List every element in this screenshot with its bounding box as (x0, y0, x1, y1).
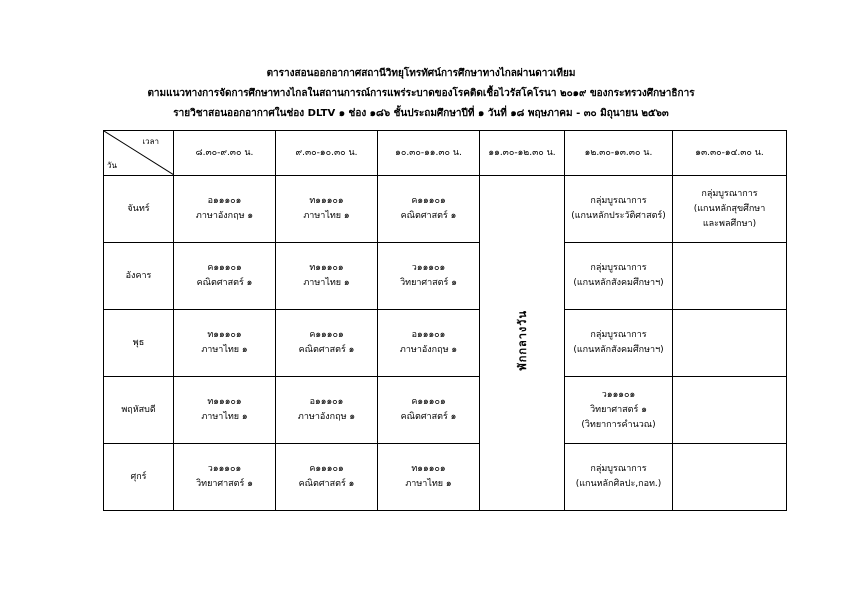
time-header-6: ๑๓.๓๐-๑๔.๓๐ น. (673, 131, 787, 176)
empty-slot-cell (673, 377, 787, 444)
slot-cell (565, 310, 673, 377)
subject-name: คณิตศาสตร์ ๑ (298, 345, 355, 355)
slot-cell (378, 243, 480, 310)
subject-name: ภาษาอังกฤษ ๑ (195, 211, 254, 221)
integrated-line-3: (วิทยาการคำนวณ) (581, 419, 656, 430)
subject-name: คณิตศาสตร์ ๑ (298, 479, 355, 489)
subject-name: ภาษาไทย ๑ (201, 345, 248, 355)
time-header-5: ๑๒.๓๐-๑๓.๓๐ น. (565, 131, 673, 176)
slot-cell (673, 176, 787, 243)
integrated-line-1: กลุ่มบูรณาการ (590, 263, 647, 273)
integrated-line-2: วิทยาศาสตร์ ๑ (590, 404, 647, 415)
subject-code: ว๑๑๑๐๑ (411, 263, 446, 273)
subject-code: ค๑๑๑๐๑ (207, 263, 242, 273)
slot-cell (276, 444, 378, 511)
subject-code: ค๑๑๑๐๑ (411, 196, 446, 206)
day-cell: จันทร์ (104, 176, 174, 243)
integrated-line-2: (แกนหลักประวัติศาสตร์) (571, 211, 666, 221)
subject-code: ท๑๑๑๐๑ (207, 397, 242, 407)
subject-code: ค๑๑๑๐๑ (309, 464, 344, 474)
integrated-line-2: (แกนหลักสังคมศึกษาฯ) (573, 278, 664, 288)
integrated-line-2: (แกนหลักสังคมศึกษาฯ) (573, 345, 664, 355)
time-header-4: ๑๑.๓๐-๑๒.๓๐ น. (480, 131, 565, 176)
slot-cell (276, 310, 378, 377)
subject-name: ภาษาอังกฤษ ๑ (399, 345, 458, 355)
subject-code: ท๑๑๑๐๑ (309, 196, 344, 206)
subject-code: ค๑๑๑๐๑ (411, 397, 446, 407)
table-row (104, 310, 787, 377)
corner-time-label: เวลา (142, 137, 159, 146)
subject-name: วิทยาศาสตร์ ๑ (400, 278, 457, 288)
integrated-line-1: ว๑๑๑๐๑ (601, 389, 636, 400)
integrated-line-1: กลุ่มบูรณาการ (701, 188, 758, 199)
title-line-1: ตารางสอนออกอากาศสถานีวิทยุโทรทัศน์การศึกษาทางไกลผ่านดาวเทียม (266, 68, 576, 79)
time-header-2: ๙.๓๐-๑๐.๓๐ น. (276, 131, 378, 176)
integrated-line-2: (แกนหลักศิลปะ,กอท.) (575, 479, 662, 489)
day-cell: พฤหัสบดี (104, 377, 174, 444)
slot-cell (378, 444, 480, 511)
slot-cell (276, 176, 378, 243)
slot-cell (174, 310, 276, 377)
subject-name: ภาษาไทย ๑ (303, 278, 350, 288)
subject-name: ภาษาไทย ๑ (303, 211, 350, 221)
subject-name: คณิตศาสตร์ ๑ (196, 278, 253, 288)
slot-cell (565, 444, 673, 511)
slot-cell (565, 243, 673, 310)
slot-cell (565, 377, 673, 444)
day-cell: อังคาร (104, 243, 174, 310)
schedule-table (103, 130, 787, 511)
title-block (0, 64, 842, 124)
subject-name: คณิตศาสตร์ ๑ (400, 412, 457, 422)
integrated-line-3: และพลศึกษา) (702, 218, 757, 229)
slot-cell (378, 176, 480, 243)
table-row (104, 377, 787, 444)
subject-code: ท๑๑๑๐๑ (309, 263, 344, 273)
time-header-1: ๘.๓๐-๙.๓๐ น. (174, 131, 276, 176)
subject-code: ท๑๑๑๐๑ (411, 464, 446, 474)
slot-cell (174, 377, 276, 444)
table-row (104, 444, 787, 511)
slot-cell (276, 243, 378, 310)
integrated-line-2: (แกนหลักสุขศึกษา (693, 203, 766, 214)
subject-name: ภาษาไทย ๑ (201, 412, 248, 422)
subject-code: อ๑๑๑๐๑ (411, 330, 446, 340)
subject-code: ท๑๑๑๐๑ (207, 330, 242, 340)
lunch-break-label: พักกลางวัน (515, 309, 529, 371)
lunch-break-cell (480, 176, 565, 511)
subject-name: ภาษาอังกฤษ ๑ (297, 412, 356, 422)
empty-slot-cell (673, 444, 787, 511)
subject-code: ว๑๑๑๐๑ (207, 464, 242, 474)
subject-name: คณิตศาสตร์ ๑ (400, 211, 457, 221)
slot-cell (565, 176, 673, 243)
title-line-3: รายวิชาสอนออกอากาศในช่อง DLTV ๑ ช่อง ๑๘๖ ชั้นประถมศึกษาปีที่ ๑ วันที่ ๑๘ พฤษภาคม - ๓๐ มิถุนายน ๒๕๖๓ (173, 108, 669, 119)
slot-cell (174, 444, 276, 511)
slot-cell (378, 377, 480, 444)
subject-name: วิทยาศาสตร์ ๑ (196, 479, 253, 489)
slot-cell (174, 176, 276, 243)
slot-cell (276, 377, 378, 444)
slot-cell (378, 310, 480, 377)
day-cell: พุธ (104, 310, 174, 377)
integrated-line-1: กลุ่มบูรณาการ (590, 330, 647, 340)
corner-day-label: วัน (107, 161, 117, 170)
subject-code: อ๑๑๑๐๑ (309, 397, 344, 407)
empty-slot-cell (673, 243, 787, 310)
integrated-line-1: กลุ่มบูรณาการ (590, 464, 647, 474)
slot-cell (174, 243, 276, 310)
table-row (104, 243, 787, 310)
subject-name: ภาษาไทย ๑ (405, 479, 452, 489)
corner-cell (104, 131, 174, 176)
day-cell: ศุกร์ (104, 444, 174, 511)
time-header-3: ๑๐.๓๐-๑๑.๓๐ น. (378, 131, 480, 176)
header-row (104, 131, 787, 176)
subject-code: ค๑๑๑๐๑ (309, 330, 344, 340)
integrated-line-1: กลุ่มบูรณาการ (590, 196, 647, 206)
subject-code: อ๑๑๑๐๑ (207, 196, 242, 206)
empty-slot-cell (673, 310, 787, 377)
table-row (104, 176, 787, 243)
title-line-2: ตามแนวทางการจัดการศึกษาทางไกลในสถานการณ์การแพร่ระบาดของโรคติดเชื้อไวรัสโคโรนา ๒๐๑๙ ของกระทรวงศึกษาธิการ (147, 88, 695, 99)
